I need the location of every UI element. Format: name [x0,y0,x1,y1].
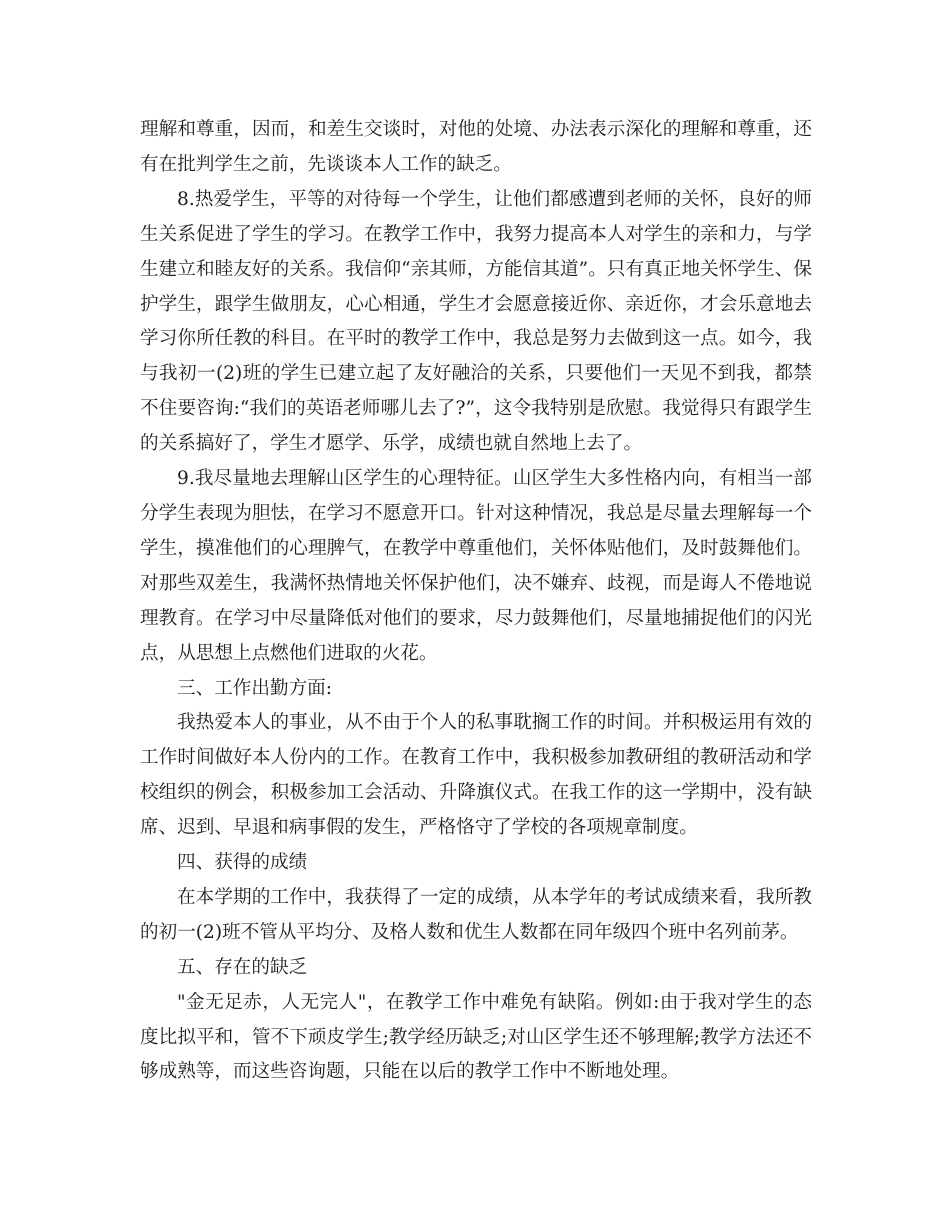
paragraph-item-9: 9.我尽量地去理解山区学生的心理特征。山区学生大多性格内向，有相当一部分学生表现为胆怯，在学习不愿意开口。针对这种情况，我总是尽量去理解每一个学生，摸准他们的心理脾气，在教学中尊重他们，关怀体贴他们，及时鼓舞他们。对那些双差生，我满怀热情地关怀保护他们，决不嫌弃、歧视，而是诲人不倦地说理教育。在学习中尽量降低对他们的要求，尽力鼓舞他们，尽量地捕捉他们的闪光点，从思想上点燃他们进取的火花。 [140,468,812,664]
section-heading-achievements: 四、获得的成绩 [177,852,308,874]
paragraph-achievements: 在本学期的工作中，我获得了一定的成绩，从本学年的考试成绩来看，我所教的初一(2)班不管从平均分、及格人数和优生人数都在同年级四个班中名列前茅。 [140,886,812,943]
section-heading-shortcomings: 五、存在的缺乏 [177,956,308,978]
paragraph-continuation: 理解和尊重，因而，和差生交谈时，对他的处境、办法表示深化的理解和尊重，还有在批判学生之前，先谈谈本人工作的缺乏。 [140,119,812,175]
paragraph-shortcomings: "金无足赤，人无完人"，在教学工作中难免有缺陷。例如:由于我对学生的态度比拟平和，管不下顽皮学生;教学经历缺乏;对山区学生还不够理解;教学方法还不够成熟等，而这些咨询题，只能在以后的教学工作中不断地处理。 [140,991,812,1083]
paragraph-attendance: 我热爱本人的事业，从不由于个人的私事耽搁工作的时间。并积极运用有效的工作时间做好本人份内的工作。在教育工作中，我积极参加教研组的教研活动和学校组织的例会，积极参加工会活动、升降旗仪式。在我工作的这一学期中，没有缺席、迟到、早退和病事假的发生，严格恪守了学校的各项规章制度。 [140,712,812,839]
section-heading-attendance: 三、工作出勤方面: [177,677,333,699]
paragraph-item-8: 8.热爱学生，平等的对待每一个学生，让他们都感遭到老师的关怀，良好的师生关系促进了学生的学习。在教学工作中，我努力提高本人对学生的亲和力，与学生建立和睦友好的关系。我信仰“亲其师，方能信其道”。只有真正地关怀学生、保护学生，跟学生做朋友，心心相通，学生才会愿意接近你、亲近你，才会乐意地去学习你所任教的科目。在平时的教学工作中，我总是努力去做到这一点。如今，我与我初一(2)班的学生已建立起了友好融洽的关系，只要他们一天见不到我，都禁不住要咨询:“我们的英语老师哪儿去了?”，这令我特别是欣慰。我觉得只有跟学生的关系搞好了，学生才愿学、乐学，成绩也就自然地上去了。 [140,188,812,455]
document-body [140,113,812,1090]
